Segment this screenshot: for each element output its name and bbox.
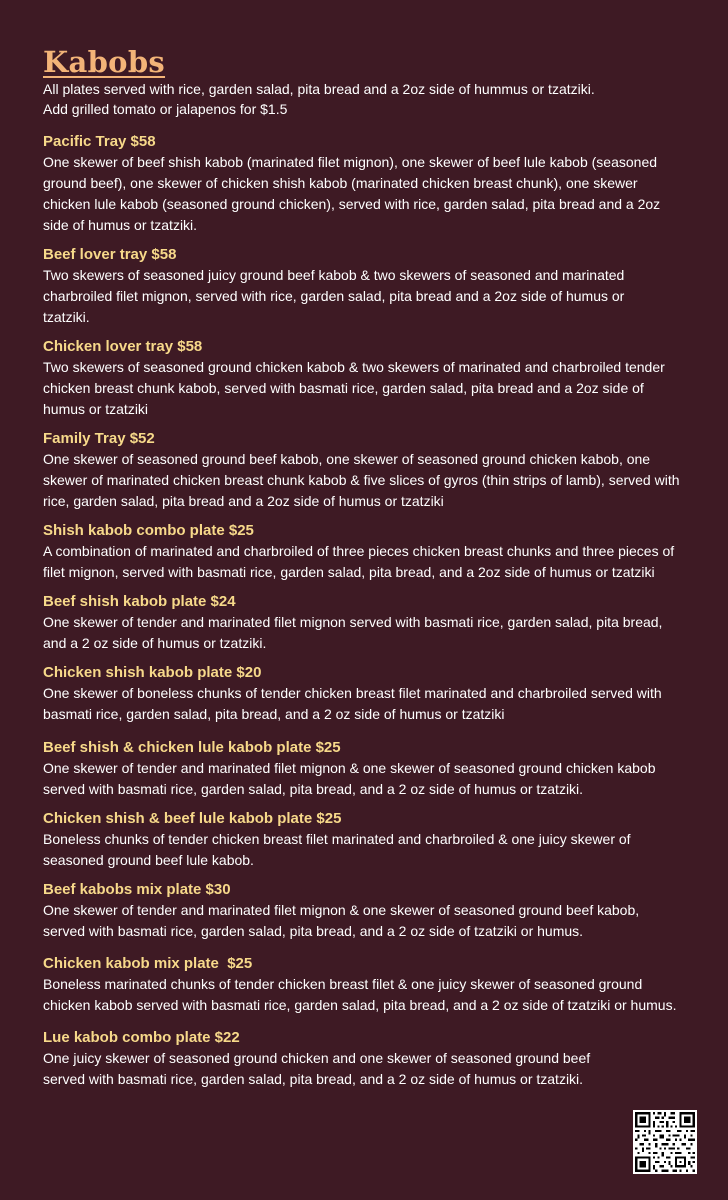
menu-item-pacific-tray (43, 132, 693, 236)
menu-item-description: A combination of marinated and charbroiled of three pieces chicken breast chunks and three pieces of filet mignon, served with basmati rice, garden salad, pita bread, and a 2oz side of humus or tzatziki (43, 543, 675, 580)
menu-item-family-tray (43, 429, 693, 512)
menu-page (43, 46, 693, 1090)
menu-item-chicken-lover-tray (43, 337, 693, 420)
menu-item-name: Beef shish kabob plate $24 (43, 593, 236, 610)
menu-item-name: Beef lover tray $58 (43, 246, 177, 263)
menu-item-beef-lover-tray (43, 245, 693, 328)
menu-item-beef-shish-kabob-plate (43, 592, 693, 654)
menu-intro (43, 79, 693, 119)
menu-item-chicken-shish-beef-lule-plate (43, 809, 693, 871)
menu-item-description: Two skewers of seasoned juicy ground beef kabob & two skewers of seasoned and marinated charbroiled filet mignon, served with rice, garden salad, pita bread and a 2oz side of humus or tzatziki. (43, 267, 625, 325)
intro-line-1: All plates served with rice, garden salad, pita bread and a 2oz side of hummus or tzatziki. (43, 81, 595, 97)
menu-item-description: One skewer of boneless chunks of tender chicken breast filet marinated and charbroiled served with basmati rice, garden salad, pita bread, and a 2 oz side of humus or tzatziki (43, 685, 662, 722)
menu-item-description: One juicy skewer of seasoned ground chicken and one skewer of seasoned ground beef served with basmati rice, garden salad, pita bread, and a 2 oz side of humus or tzatziki. (43, 1050, 591, 1087)
intro-line-2: Add grilled tomato or jalapenos for $1.5 (43, 101, 288, 117)
menu-item-name: Lue kabob combo plate $22 (43, 1029, 240, 1046)
menu-item-name: Beef shish & chicken lule kabob plate $25 (43, 739, 341, 756)
menu-item-name: Pacific Tray $58 (43, 133, 156, 150)
qr-code-icon[interactable] (633, 1110, 697, 1174)
menu-item-description: One skewer of seasoned ground beef kabob, one skewer of seasoned ground chicken kabob, one skewer of marinated chicken breast chunk kabob & five slices of gyros (thin strips of lamb), served with rice, garden salad, pita bread and a 2oz side of humus or tzatziki (43, 451, 680, 509)
menu-item-beef-kabobs-mix-plate (43, 880, 693, 942)
menu-item-name: Chicken kabob mix plate $25 (43, 955, 253, 972)
menu-title: Kabobs (43, 45, 166, 79)
menu-item-name: Chicken shish & beef lule kabob plate $25 (43, 810, 342, 827)
menu-item-shish-kabob-combo-plate (43, 521, 693, 583)
menu-item-description: One skewer of tender and marinated filet mignon & one skewer of seasoned ground chicken kabob served with basmati rice, garden salad, pita bread, and a 2 oz side of humus or tzatziki. (43, 760, 656, 797)
menu-item-name: Family Tray $52 (43, 430, 155, 447)
menu-item-chicken-shish-kabob-plate (43, 663, 693, 725)
menu-item-description: Boneless marinated chunks of tender chicken breast filet & one juicy skewer of seasoned ground chicken kabob served with basmati rice, garden salad, pita bread, and a 2 oz side of tzatziki or humus. (43, 976, 677, 1013)
menu-item-name: Beef kabobs mix plate $30 (43, 881, 231, 898)
menu-item-description: Boneless chunks of tender chicken breast filet marinated and charbroiled & one juicy skewer of seasoned ground beef lule kabob. (43, 831, 631, 868)
menu-item-description: One skewer of beef shish kabob (marinated filet mignon), one skewer of beef lule kabob (seasoned ground beef), one skewer of chicken shish kabob (marinated chicken breast chunk), one skewer chicken lule kabob (seasoned ground chicken), served with rice, garden salad, pita bread and a 2oz side of humus or tzatziki. (43, 154, 661, 233)
menu-item-beef-shish-chicken-lule-plate (43, 738, 693, 800)
menu-item-description: One skewer of tender and marinated filet mignon served with basmati rice, garden salad, pita bread, and a 2 oz side of humus or tzatziki. (43, 614, 663, 651)
menu-item-description: Two skewers of seasoned ground chicken kabob & two skewers of marinated and charbroiled tender chicken breast chunk kabob, served with basmati rice, garden salad, pita bread and a 2oz side of humus or tzatziki (43, 359, 665, 417)
menu-item-description: One skewer of tender and marinated filet mignon & one skewer of seasoned ground beef kabob, served with basmati rice, garden salad, pita bread, and a 2 oz side of tzatziki or humus. (43, 902, 640, 939)
qr-code-graphic (633, 1110, 697, 1174)
menu-item-name: Chicken shish kabob plate $20 (43, 664, 262, 681)
menu-item-lue-kabob-combo-plate (43, 1028, 693, 1090)
menu-item-chicken-kabob-mix-plate (43, 954, 693, 1016)
menu-item-name: Chicken lover tray $58 (43, 338, 203, 355)
menu-item-name: Shish kabob combo plate $25 (43, 522, 254, 539)
